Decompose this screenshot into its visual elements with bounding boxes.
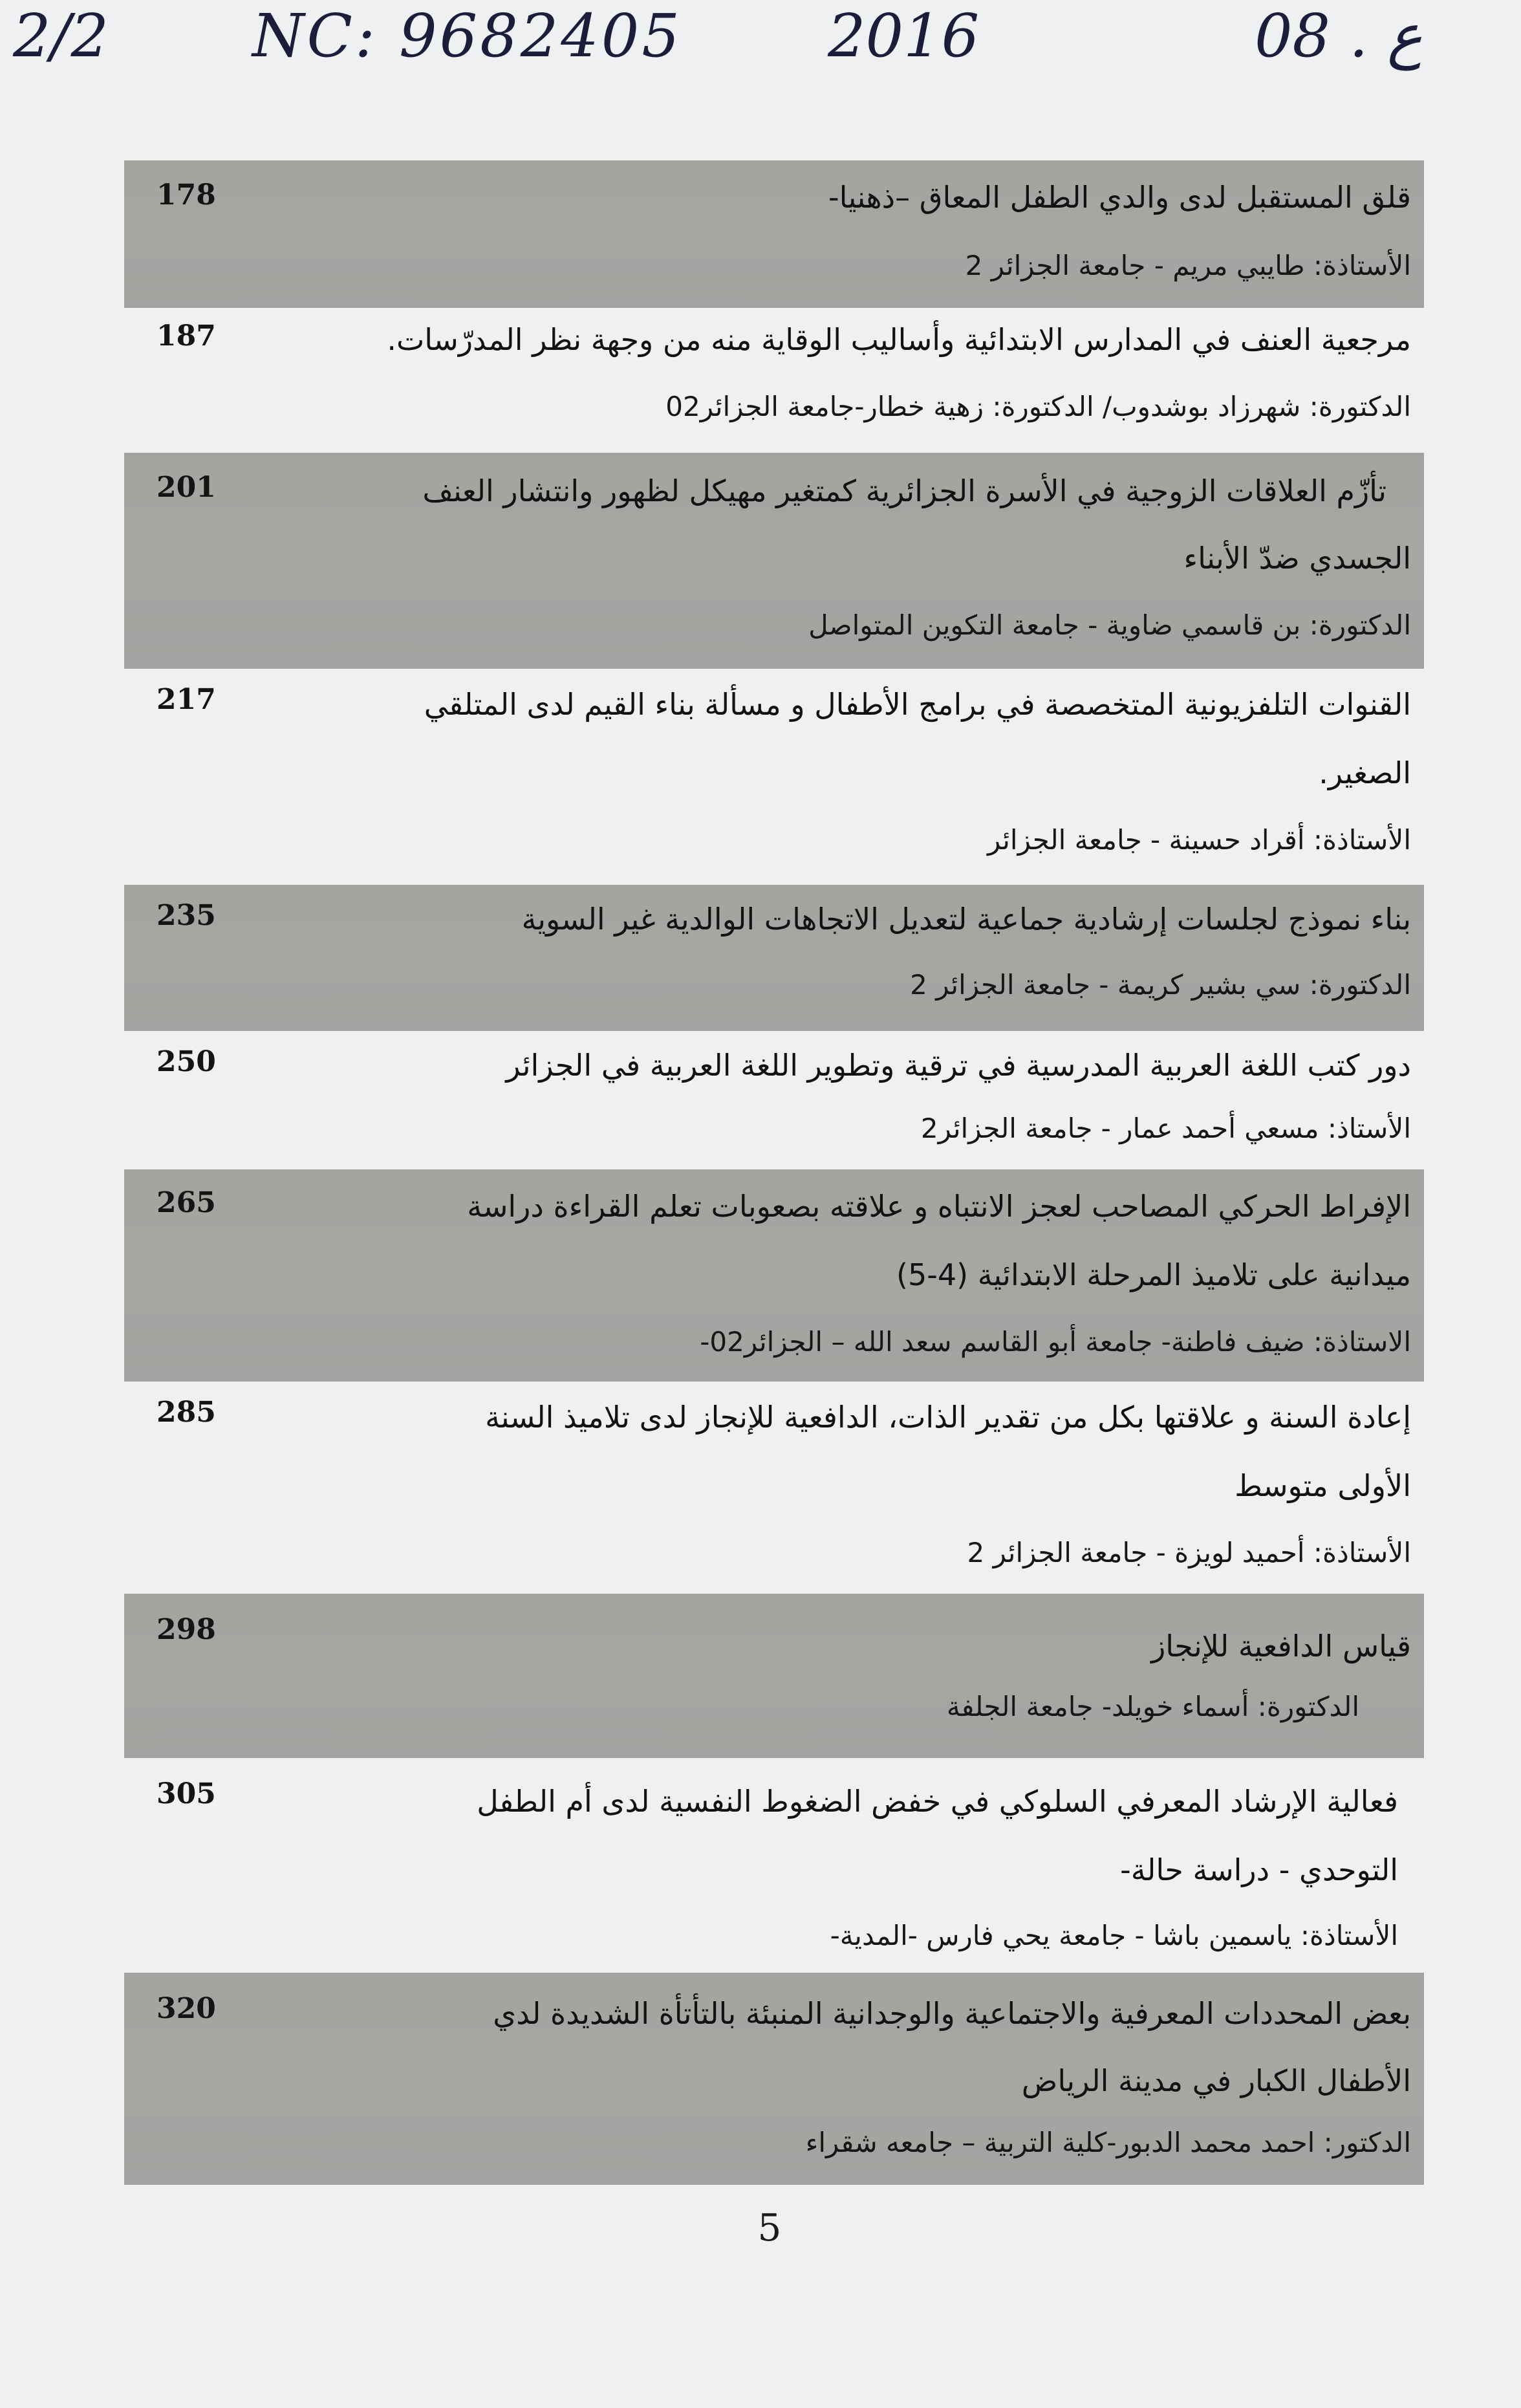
- toc-title-line: قياس الدافعية للإنجاز: [1151, 1629, 1411, 1664]
- toc-page-number: 187: [156, 320, 216, 353]
- toc-page-number: 298: [156, 1613, 216, 1646]
- handwritten-year: 2016: [828, 1, 980, 71]
- toc-author: الأستاذة: طايبي مريم - جامعة الجزائر 2: [965, 250, 1411, 281]
- toc-entry: [124, 160, 1424, 308]
- toc-page-number: 305: [156, 1777, 216, 1810]
- toc-title-line: الجسدي ضدّ الأبناء: [1183, 541, 1411, 576]
- toc-author: الأستاذة: أقراد حسينة - جامعة الجزائر: [987, 824, 1411, 856]
- toc-author: الدكتورة: أسماء خويلد- جامعة الجلفة: [946, 1691, 1359, 1722]
- toc-title-line: تأزّم العلاقات الزوجية في الأسرة الجزائرية كمتغير مهيكل لظهور وانتشار العنف: [422, 473, 1386, 508]
- toc-entry: [124, 1973, 1424, 2185]
- table-of-contents: [124, 160, 1424, 2185]
- toc-title-line: مرجعية العنف في المدارس الابتدائية وأساليب الوقاية منه من وجهة نظر المدرّسات.: [387, 322, 1411, 357]
- toc-page-number: 250: [156, 1045, 216, 1078]
- toc-title-line: بعض المحددات المعرفية والاجتماعية والوجدانية المنبئة بالتأتأة الشديدة لدي: [493, 1996, 1411, 2031]
- toc-entry: [124, 1169, 1424, 1382]
- handwritten-annotations: [0, 0, 1521, 97]
- toc-author: الأستاذة: ياسمين باشا - جامعة يحي فارس -المدية-: [830, 1920, 1398, 1951]
- toc-page-number: 201: [156, 471, 216, 504]
- toc-title-line: بناء نموذج لجلسات إرشادية جماعية لتعديل الاتجاهات الوالدية غير السوية: [521, 902, 1411, 937]
- toc-page-number: 217: [156, 683, 216, 716]
- toc-author: الاستاذة: ضيف فاطنة- جامعة أبو القاسم سعد الله – الجزائر02-: [700, 1326, 1411, 1358]
- toc-title-line: فعالية الإرشاد المعرفي السلوكي في خفض الضغوط النفسية لدى أم الطفل: [477, 1784, 1398, 1819]
- toc-entry: [124, 1594, 1424, 1758]
- toc-entry: [124, 1031, 1424, 1169]
- toc-entry: [124, 453, 1424, 669]
- toc-author: الأستاذة: أحميد لويزة - جامعة الجزائر 2: [967, 1537, 1411, 1568]
- toc-page-number: 285: [156, 1396, 216, 1429]
- toc-page-number: 265: [156, 1186, 216, 1219]
- toc-author: الدكتورة: سي بشير كريمة - جامعة الجزائر 2: [910, 969, 1411, 1001]
- toc-title-line: قلق المستقبل لدى والدي الطفل المعاق –ذهنيا-: [828, 180, 1411, 215]
- handwritten-code: 08 . ع: [1255, 1, 1423, 71]
- handwritten-page-count: 2/2: [13, 1, 109, 71]
- toc-title-line: الأولى متوسط: [1235, 1468, 1411, 1503]
- toc-title-line: التوحدي - دراسة حالة-: [1120, 1852, 1398, 1887]
- toc-page-number: 178: [156, 179, 216, 212]
- handwritten-nc-number: NC: 9682405: [252, 1, 682, 71]
- toc-title-line: ميدانية على تلاميذ المرحلة الابتدائية (4-5): [896, 1257, 1411, 1292]
- toc-title-line: دور كتب اللغة العربية المدرسية في ترقية وتطوير اللغة العربية في الجزائر: [506, 1048, 1411, 1083]
- toc-title-line: الأطفال الكبار في مدينة الرياض: [1021, 2063, 1411, 2098]
- toc-title-line: إعادة السنة و علاقتها بكل من تقدير الذات، الدافعية للإنجاز لدى تلاميذ السنة: [485, 1400, 1411, 1435]
- toc-page-number: 320: [156, 1992, 216, 2025]
- toc-author: الأستاذ: مسعي أحمد عمار - جامعة الجزائر2: [920, 1112, 1411, 1144]
- toc-entry: [124, 669, 1424, 885]
- toc-entry: [124, 308, 1424, 453]
- page-number: 5: [757, 2206, 782, 2250]
- toc-author: الدكتورة: شهرزاد بوشدوب/ الدكتورة: زهية خطار-جامعة الجزائر02: [665, 391, 1411, 422]
- toc-title-line: الصغير.: [1319, 755, 1411, 790]
- toc-entry: [124, 1382, 1424, 1594]
- toc-title-line: الإفراط الحركي المصاحب لعجز الانتباه و علاقته بصعوبات تعلم القراءة دراسة: [467, 1189, 1411, 1224]
- toc-author: الدكتور: احمد محمد الدبور-كلية التربية – جامعه شقراء: [805, 2127, 1411, 2158]
- toc-entry: [124, 1758, 1424, 1973]
- toc-page-number: 235: [156, 899, 216, 932]
- toc-entry: [124, 885, 1424, 1031]
- toc-title-line: القنوات التلفزيونية المتخصصة في برامج الأطفال و مسألة بناء القيم لدى المتلقي: [424, 687, 1411, 722]
- toc-author: الدكتورة: بن قاسمي ضاوية - جامعة التكوين المتواصل: [808, 609, 1411, 641]
